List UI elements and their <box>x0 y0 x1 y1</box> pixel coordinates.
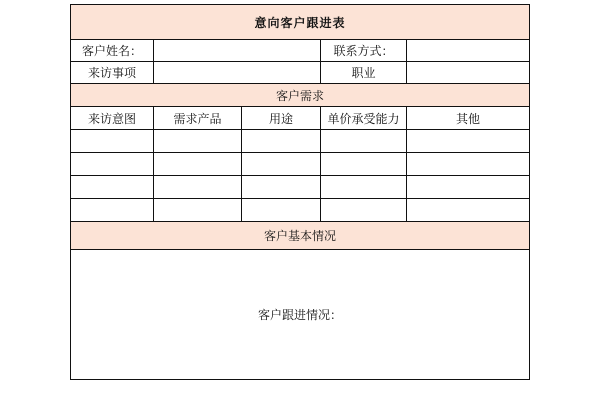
table-cell[interactable] <box>242 130 321 153</box>
table-cell[interactable] <box>154 199 242 222</box>
form-title: 意向客户跟进表 <box>71 5 530 40</box>
customer-name-field[interactable] <box>154 40 321 62</box>
table-cell[interactable] <box>242 176 321 199</box>
customer-followup-form <box>70 4 529 380</box>
table-cell[interactable] <box>71 130 154 153</box>
table-cell[interactable] <box>407 130 530 153</box>
table-cell[interactable] <box>321 130 407 153</box>
table-cell[interactable] <box>321 176 407 199</box>
table-row <box>71 199 530 222</box>
visit-purpose-field[interactable] <box>154 62 321 84</box>
table-cell[interactable] <box>71 199 154 222</box>
table-row <box>71 130 530 153</box>
table-cell[interactable] <box>154 153 242 176</box>
column-header: 需求产品 <box>154 107 242 130</box>
followup-label: 客户跟进情况： <box>258 308 343 322</box>
table-cell[interactable] <box>242 153 321 176</box>
contact-label: 联系方式： <box>321 40 407 62</box>
table-cell[interactable] <box>321 153 407 176</box>
form-table <box>70 4 530 380</box>
table-row <box>71 153 530 176</box>
customer-name-label: 客户姓名： <box>71 40 154 62</box>
table-cell[interactable] <box>407 176 530 199</box>
column-header: 用途 <box>242 107 321 130</box>
table-cell[interactable] <box>407 153 530 176</box>
column-header: 来访意图 <box>71 107 154 130</box>
column-header: 其他 <box>407 107 530 130</box>
contact-field[interactable] <box>407 40 530 62</box>
table-row <box>71 176 530 199</box>
table-cell[interactable] <box>407 199 530 222</box>
table-cell[interactable] <box>71 176 154 199</box>
column-header: 单价承受能力 <box>321 107 407 130</box>
occupation-label: 职业 <box>321 62 407 84</box>
occupation-field[interactable] <box>407 62 530 84</box>
table-cell[interactable] <box>242 199 321 222</box>
customer-basic-info-header: 客户基本情况 <box>71 222 530 250</box>
table-cell[interactable] <box>71 153 154 176</box>
followup-cell[interactable] <box>71 250 530 380</box>
visit-purpose-label: 来访事项 <box>71 62 154 84</box>
table-cell[interactable] <box>154 176 242 199</box>
customer-needs-header: 客户需求 <box>71 84 530 107</box>
table-cell[interactable] <box>321 199 407 222</box>
table-cell[interactable] <box>154 130 242 153</box>
